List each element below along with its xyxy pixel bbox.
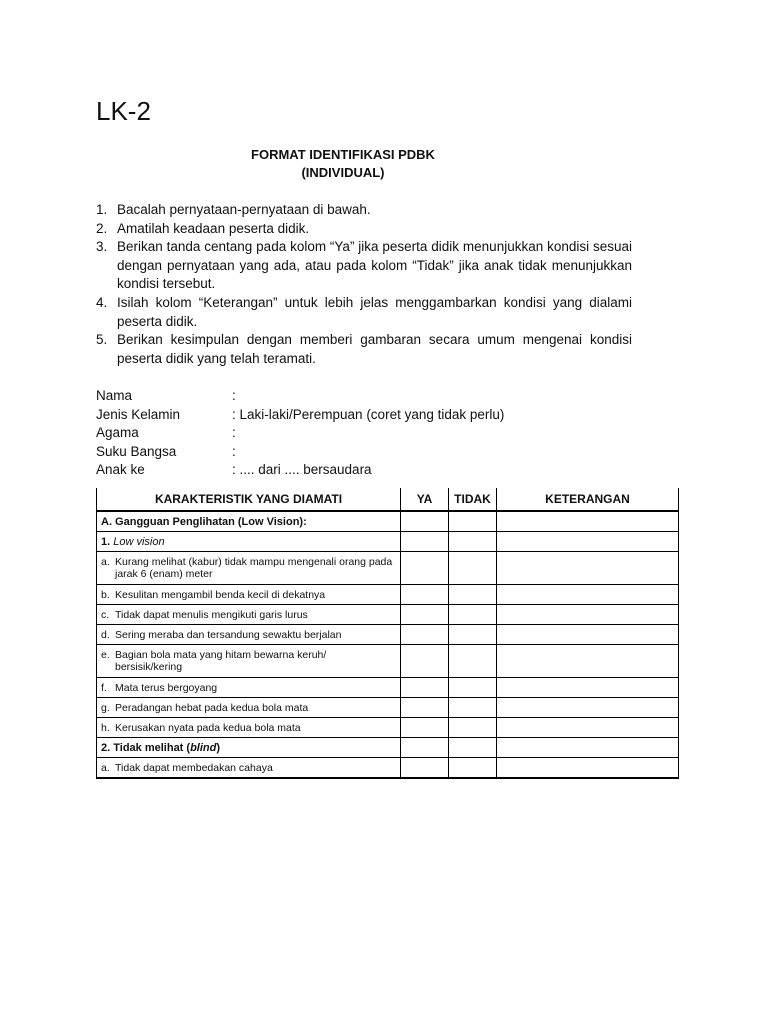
- field-label: Suku Bangsa: [96, 443, 177, 459]
- instruction-number: 3.: [96, 239, 108, 255]
- item-text: Tidak dapat menulis mengikuti garis lurus: [115, 608, 308, 621]
- field-anak-ke: [96, 461, 504, 480]
- field-suku-bangsa: [96, 443, 504, 462]
- subsection-row: [97, 532, 679, 552]
- item-letter: h.: [101, 721, 110, 734]
- subsection-label: [97, 532, 401, 552]
- item-label: [97, 758, 401, 779]
- instruction-item: [96, 294, 632, 331]
- item-letter: d.: [101, 628, 110, 641]
- table-row: [97, 718, 679, 738]
- table-row: [97, 698, 679, 718]
- keterangan-cell[interactable]: [497, 511, 679, 532]
- field-label: Nama: [96, 388, 133, 403]
- subsection-text: [113, 742, 220, 754]
- ya-cell[interactable]: [401, 738, 449, 758]
- field-jenis-kelamin: [96, 406, 504, 425]
- item-letter: c.: [101, 608, 110, 621]
- subsection-text-italic: blind: [190, 741, 217, 754]
- keterangan-cell[interactable]: [497, 645, 679, 678]
- subsection-text-part: ): [216, 741, 221, 754]
- ya-cell[interactable]: [401, 605, 449, 625]
- document-code: LK-2: [96, 96, 151, 126]
- item-text: Tidak dapat membedakan cahaya: [115, 761, 273, 774]
- instruction-list: [96, 201, 632, 368]
- keterangan-cell[interactable]: [497, 552, 679, 585]
- instruction-text: Berikan kesimpulan dengan memberi gambaran secara umum mengenai kondisi peserta didik yang telah teramati.: [117, 332, 632, 366]
- tidak-cell[interactable]: [449, 645, 497, 678]
- keterangan-cell[interactable]: [497, 758, 679, 779]
- header-karakteristik: KARAKTERISTIK YANG DIAMATI: [97, 488, 401, 511]
- instruction-number: 2.: [96, 220, 108, 236]
- instruction-text: Amatilah keadaan peserta didik.: [117, 220, 310, 236]
- keterangan-cell[interactable]: [497, 585, 679, 605]
- keterangan-cell[interactable]: [497, 625, 679, 645]
- keterangan-cell[interactable]: [497, 532, 679, 552]
- item-text: Kurang melihat (kabur) tidak mampu mengenali orang pada jarak 6 (enam) meter: [115, 556, 393, 580]
- field-value[interactable]: :: [232, 443, 236, 459]
- field-value[interactable]: : .... dari .... bersaudara: [232, 462, 372, 478]
- ya-cell[interactable]: [401, 645, 449, 678]
- student-info-fields: [96, 387, 504, 480]
- table-row: [97, 645, 679, 678]
- item-letter: a.: [101, 761, 110, 774]
- field-value[interactable]: :: [232, 425, 236, 441]
- ya-cell[interactable]: [401, 585, 449, 605]
- instruction-text: Isilah kolom “Keterangan” untuk lebih jelas menggambarkan kondisi yang dialami peserta didik.: [117, 294, 632, 329]
- field-value[interactable]: :: [232, 388, 236, 403]
- ya-cell[interactable]: [401, 625, 449, 645]
- field-label: Jenis Kelamin: [96, 406, 181, 422]
- item-letter: e.: [101, 649, 110, 661]
- ya-cell[interactable]: [401, 552, 449, 585]
- section-row: [97, 511, 679, 532]
- instruction-item: [96, 331, 632, 368]
- table-row: [97, 605, 679, 625]
- table-row: [97, 758, 679, 779]
- ya-cell[interactable]: [401, 678, 449, 698]
- header-keterangan: KETERANGAN: [497, 488, 679, 511]
- tidak-cell[interactable]: [449, 552, 497, 585]
- item-text: Sering meraba dan tersandung sewaktu berjalan: [115, 628, 342, 641]
- table-row: [97, 585, 679, 605]
- subsection-text: Low vision: [113, 535, 165, 548]
- item-label: [97, 585, 401, 605]
- tidak-cell[interactable]: [449, 758, 497, 779]
- tidak-cell[interactable]: [449, 738, 497, 758]
- tidak-cell[interactable]: [449, 625, 497, 645]
- instruction-number: 1.: [96, 202, 108, 217]
- subsection-number: 1.: [101, 535, 111, 548]
- item-text: Bagian bola mata yang hitam bewarna keruh/ bersisik/kering: [115, 649, 327, 673]
- item-label: [97, 605, 401, 625]
- field-agama: [96, 424, 504, 443]
- ya-cell[interactable]: [401, 511, 449, 532]
- tidak-cell[interactable]: [449, 678, 497, 698]
- section-label: A. Gangguan Penglihatan (Low Vision):: [97, 511, 401, 532]
- item-label: [97, 552, 401, 585]
- instruction-number: 5.: [96, 332, 108, 348]
- subsection-label: [97, 738, 401, 758]
- document-subtitle: (INDIVIDUAL): [301, 165, 385, 180]
- instruction-item: [96, 238, 632, 294]
- instruction-text: Berikan tanda centang pada kolom “Ya” jika peserta didik menunjukkan kondisi sesuai dengan pernyataan yang ada, atau pada kolom “Tidak” jika anak tidak menunjukkan kondisi tersebut.: [117, 239, 632, 292]
- field-nama: [96, 387, 504, 406]
- document-title: FORMAT IDENTIFIKASI PDBK: [251, 147, 435, 162]
- tidak-cell[interactable]: [449, 698, 497, 718]
- keterangan-cell[interactable]: [497, 605, 679, 625]
- item-text: Peradangan hebat pada kedua bola mata: [115, 701, 309, 714]
- tidak-cell[interactable]: [449, 718, 497, 738]
- tidak-cell[interactable]: [449, 605, 497, 625]
- observation-table: [96, 488, 679, 779]
- item-label: [97, 645, 401, 678]
- item-label: [97, 678, 401, 698]
- item-letter: a.: [101, 556, 110, 568]
- tidak-cell[interactable]: [449, 585, 497, 605]
- item-letter: g.: [101, 701, 110, 714]
- tidak-cell[interactable]: [449, 532, 497, 552]
- ya-cell[interactable]: [401, 532, 449, 552]
- table-row: [97, 625, 679, 645]
- table-row: [97, 678, 679, 698]
- header-ya: YA: [401, 488, 449, 511]
- keterangan-cell[interactable]: [497, 718, 679, 738]
- field-value[interactable]: : Laki-laki/Perempuan (coret yang tidak perlu): [232, 406, 505, 422]
- instruction-item: [96, 220, 632, 239]
- item-text: Kerusakan nyata pada kedua bola mata: [115, 721, 301, 734]
- instruction-item: [96, 201, 632, 220]
- field-label: Anak ke: [96, 462, 145, 478]
- subsection-text-part: Tidak melihat (: [113, 741, 191, 754]
- ya-cell[interactable]: [401, 718, 449, 738]
- keterangan-cell[interactable]: [497, 738, 679, 758]
- ya-cell[interactable]: [401, 698, 449, 718]
- ya-cell[interactable]: [401, 758, 449, 779]
- item-label: [97, 698, 401, 718]
- subsection-number: 2.: [101, 741, 111, 754]
- keterangan-cell[interactable]: [497, 678, 679, 698]
- subsection-row: [97, 738, 679, 758]
- item-label: [97, 625, 401, 645]
- table-header-row: [97, 488, 679, 511]
- field-label: Agama: [96, 425, 139, 441]
- item-letter: b.: [101, 588, 110, 601]
- instruction-text: Bacalah pernyataan-pernyataan di bawah.: [117, 202, 371, 217]
- instruction-number: 4.: [96, 294, 108, 310]
- item-text: Mata terus bergoyang: [115, 681, 218, 694]
- item-text: Kesulitan mengambil benda kecil di dekatnya: [115, 588, 326, 601]
- tidak-cell[interactable]: [449, 511, 497, 532]
- keterangan-cell[interactable]: [497, 698, 679, 718]
- header-tidak: TIDAK: [449, 488, 497, 511]
- table-row: [97, 552, 679, 585]
- item-label: [97, 718, 401, 738]
- item-letter: f.: [101, 681, 107, 694]
